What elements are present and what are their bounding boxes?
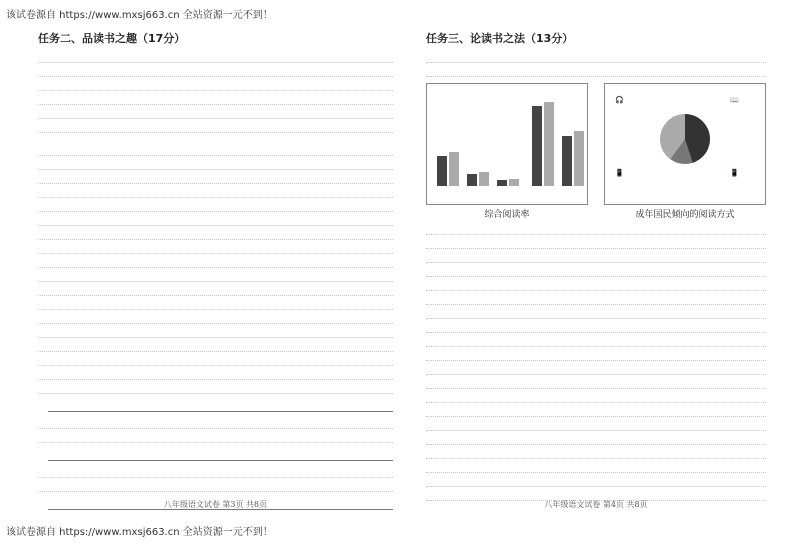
text-line [38, 327, 393, 338]
text-line [38, 108, 393, 119]
text-line [38, 369, 393, 380]
chart-icon: 📖 [730, 96, 739, 104]
text-line [426, 392, 766, 403]
text-line [426, 322, 766, 333]
text-line [426, 434, 766, 445]
text-line [38, 257, 393, 268]
text-line [426, 52, 766, 63]
text-line [38, 271, 393, 282]
chart-caption: 综合阅读率 [484, 210, 530, 220]
text-line [426, 462, 766, 473]
bar-chart [426, 83, 588, 205]
text-line [38, 215, 393, 226]
text-line [426, 476, 766, 487]
chart-bar [479, 172, 489, 186]
text-line [426, 420, 766, 431]
text-line [38, 201, 393, 212]
text-line [38, 313, 393, 324]
text-line [426, 280, 766, 291]
text-line [38, 432, 393, 443]
text-line [426, 266, 766, 277]
chart-bar [562, 136, 572, 186]
page-footer-left: 八年级语文试卷 第3页 共8页 [163, 500, 268, 509]
text-line [38, 418, 393, 429]
text-line [38, 66, 393, 77]
chart-bar [509, 179, 519, 186]
text-line [426, 294, 766, 305]
text-line [426, 238, 766, 249]
text-line [426, 378, 766, 389]
pie-chart [604, 83, 766, 205]
text-line [38, 229, 393, 240]
page-footer-right: 八年级语文试卷 第4页 共8页 [544, 500, 648, 509]
section-title-right: 任务三、论读书之法（13分） [426, 32, 574, 45]
chart-bar [574, 131, 584, 186]
text-line [38, 481, 393, 492]
section-title-left: 任务二、品读书之趣（17分） [38, 32, 186, 45]
header-watermark: 该试卷源自 https://www.mxsj663.cn 全站资源一元不到！ [6, 10, 273, 21]
text-line [38, 52, 393, 63]
text-line [426, 224, 766, 235]
answer-line[interactable] [48, 400, 393, 412]
text-line [38, 173, 393, 184]
chart-bar [532, 106, 542, 186]
chart-bar [544, 102, 554, 186]
chart-bar [437, 156, 447, 186]
text-line [426, 308, 766, 319]
text-line [38, 145, 393, 156]
text-line [38, 355, 393, 366]
text-line [38, 159, 393, 170]
chart-icon: 📱 [615, 169, 624, 177]
chart-icon: 🎧 [615, 96, 624, 104]
right-page [426, 30, 766, 510]
chart-caption: 成年国民倾向的阅读方式 [635, 210, 735, 220]
text-line [38, 383, 393, 394]
text-line [38, 94, 393, 105]
chart-bar [497, 180, 507, 186]
text-line [38, 80, 393, 91]
text-line [426, 66, 766, 77]
text-line [38, 341, 393, 352]
left-page [38, 30, 393, 510]
chart-bar [467, 174, 477, 186]
text-line [426, 350, 766, 361]
text-line [38, 467, 393, 478]
charts-row [426, 83, 766, 220]
text-line [38, 187, 393, 198]
text-line [426, 448, 766, 459]
text-line [38, 122, 393, 133]
chart-icon: 📱 [730, 169, 739, 177]
text-line [426, 336, 766, 347]
chart-bar [449, 152, 459, 186]
text-line [38, 285, 393, 296]
answer-line[interactable] [48, 449, 393, 461]
text-line [426, 252, 766, 263]
text-line [426, 406, 766, 417]
footer-watermark: 该试卷源自 https://www.mxsj663.cn 全站资源一元不到！ [6, 527, 273, 538]
text-line [38, 299, 393, 310]
pie [660, 114, 710, 164]
text-line [38, 243, 393, 254]
text-line [426, 364, 766, 375]
